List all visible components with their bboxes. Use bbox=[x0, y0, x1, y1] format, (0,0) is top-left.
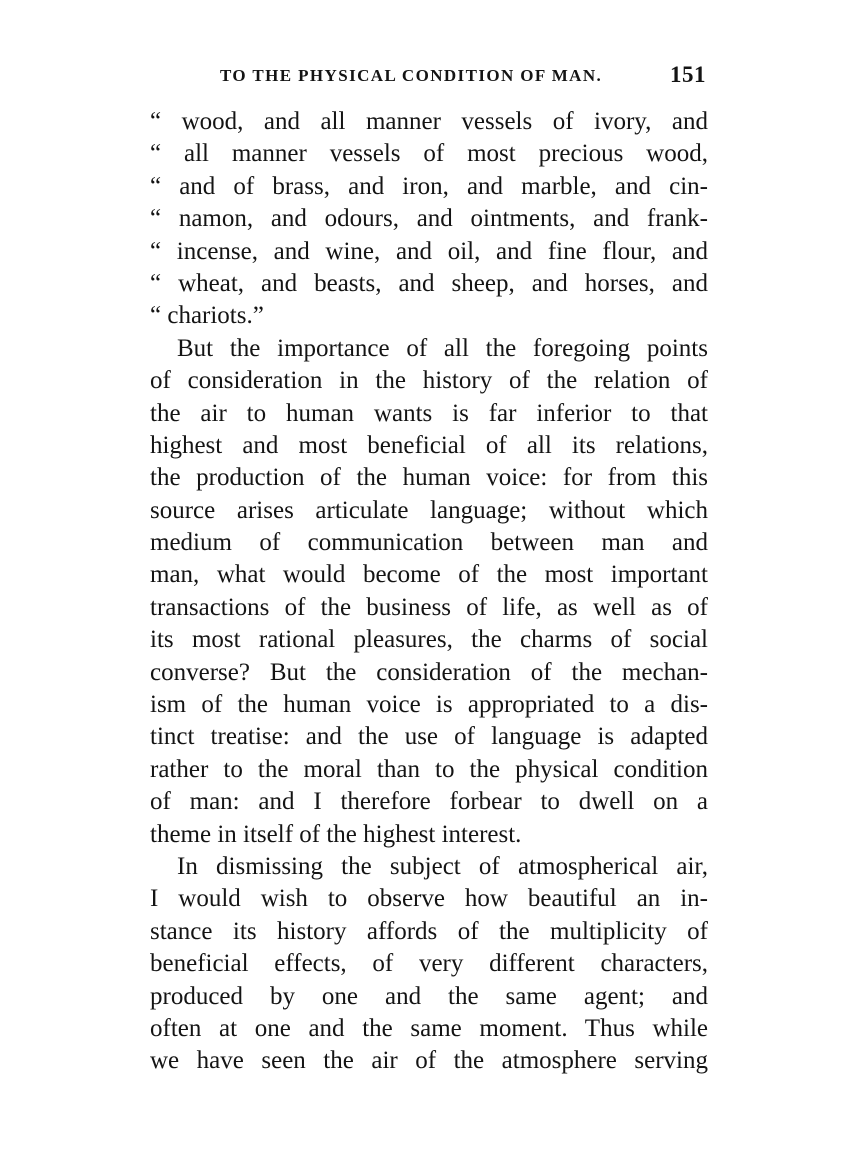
quotation-line: “ all manner vessels of most precious wood, bbox=[150, 140, 708, 168]
body-text bbox=[150, 106, 708, 1078]
paragraph-line: But the importance of all the foregoing points bbox=[177, 334, 708, 362]
page-number: 151 bbox=[670, 62, 706, 87]
paragraph-line: its most rational pleasures, the charms of social bbox=[150, 626, 708, 654]
paragraph-line: the production of the human voice: for from this bbox=[150, 464, 708, 492]
quotation-line: “ incense, and wine, and oil, and fine flour, and bbox=[150, 237, 708, 265]
quotation-line: “ wood, and all manner vessels of ivory, and bbox=[150, 108, 708, 135]
quotation-line: “ wheat, and beasts, and sheep, and horses, and bbox=[150, 269, 708, 297]
paragraph-line: source arises articulate language; without which bbox=[150, 496, 708, 524]
quotation-line: “ namon, and odours, and ointments, and frank- bbox=[150, 205, 708, 233]
running-title: TO THE PHYSICAL CONDITION OF MAN. bbox=[220, 66, 603, 85]
paragraph-line: man, what would become of the most important bbox=[150, 561, 708, 589]
paragraph-line: highest and most beneficial of all its relations, bbox=[150, 431, 708, 459]
paragraph-line: we have seen the air of the atmosphere serving bbox=[150, 1047, 708, 1075]
quotation-block bbox=[150, 106, 708, 333]
quotation-line: “ and of brass, and iron, and marble, and cin- bbox=[150, 172, 708, 200]
paragraph-line: In dismissing the subject of atmospherical air, bbox=[177, 852, 708, 880]
paragraph-line: I would wish to observe how beautiful an in- bbox=[150, 885, 708, 913]
paragraph-line: of man: and I therefore forbear to dwell on a bbox=[150, 788, 708, 816]
paragraph-line: the air to human wants is far inferior to that bbox=[150, 399, 708, 427]
paragraph-line: rather to the moral than to the physical condition bbox=[150, 755, 708, 783]
paragraph-line: transactions of the business of life, as well as of bbox=[150, 593, 708, 621]
paragraph-line: converse? But the consideration of the mechan- bbox=[150, 658, 708, 686]
paragraph-line: produced by one and the same agent; and bbox=[150, 982, 708, 1010]
paragraph-line: medium of communication between man and bbox=[150, 529, 708, 557]
paragraph-line: of consideration in the history of the relation of bbox=[150, 367, 708, 395]
paragraph-line: often at one and the same moment. Thus while bbox=[150, 1014, 708, 1042]
quotation-line: “ chariots.” bbox=[150, 302, 264, 330]
paragraph bbox=[150, 333, 708, 851]
paragraph-line: beneficial effects, of very different characters, bbox=[150, 950, 708, 978]
paragraph-line: theme in itself of the highest interest. bbox=[150, 820, 522, 848]
running-header bbox=[150, 62, 708, 92]
paragraph-line: tinct treatise: and the use of language is adapted bbox=[150, 723, 708, 751]
paragraph bbox=[150, 851, 708, 1078]
paragraph-line: ism of the human voice is appropriated to a dis- bbox=[150, 691, 708, 719]
paragraph-line: stance its history affords of the multiplicity of bbox=[150, 917, 708, 945]
